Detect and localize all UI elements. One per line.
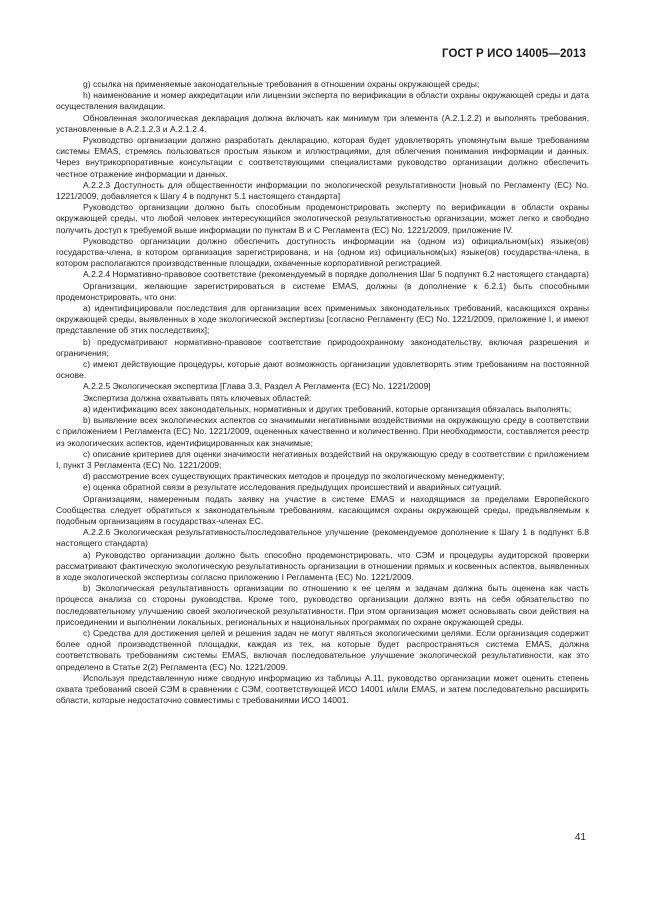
paragraph: с) Средства для достижения целей и решения задач не могут являться экологическими целями. Если организация содержит более одной производственной площадки, каждая из тех, на которые будет распространяться система EMAS, должна соответствовать требованиям системы EMAS, включая последовательное улучшение экологической результативности, как это определено в Статье 2(2) Регламента (ЕС) No. 1221/2009. [56,627,589,672]
document-body [56,79,589,706]
page-number: 41 [574,832,586,843]
paragraph: Руководство организации должно быть способным продемонстрировать эксперту по верификации в области охраны окружающей среды, что любой человек интересующийся экологической результативностью организации, может легко и свободно получить доступ к требуемой выше информации по пунктам В и С Регламента (ЕС) No. 1221/2009, приложение IV. [56,202,589,235]
paragraph: Используя представленную ниже сводную информацию из таблицы А.11, руководство организации может оценить степень охвата требований своей СЭМ в сравнении с СЭМ, соответствующей ИСО 14001 и/или EMAS, и затем последовательно расширить области, которые недостаточно совместимы с требованиями ИСО 14001. [56,672,589,706]
paragraph: с) имеют действующие процедуры, которые дают возможность организации удовлетворять этим требованиям на постоянной основе. [56,359,589,381]
paragraph: Руководство организации должно обеспечить доступность информации на (одном из) официальном(ых) языке(ов) государства-члена, в котором организация зарегистрирована, и на (одном из) официальном(ых) языке(ов) государства-члена, в котором располагаются производственные площадки, охваченные корпоративной регистрацией. [56,235,589,269]
paragraph: Организациям, намеренным подать заявку на участие в системе EMAS и находящимся за пределами Европейского Сообщества следует обратиться к законодательным требованиям, касающимся охраны окружающей среды, предъявляемым к подобным организациям в государствах-членах ЕС. [56,493,589,526]
paragraph: Экспертиза должна охватывать пять ключевых областей: [83,392,312,403]
paragraph: А.2.2.6 Экологическая результативность/последовательное улучшение (рекомендуемое дополнение к Шагу 1 в подпункт 6.8 настоящего стандарта) [56,527,589,549]
paragraph: b) выявление всех экологических аспектов со значимыми негативными воздействиями на окружающую среду в соответствии с приложением I Регламента (ЕС) No. 1221/2009, оцененных качественно и количественно. При необходимости, составляется реестр из экологических аспектов, идентифицированных как значимые; [56,415,590,448]
page-header-title: ГОСТ Р ИСО 14005—2013 [441,48,586,60]
paragraph: А.2.2.3 Доступность для общественности информации по экологической результативности [новый по Регламенту (ЕС) No. 1221/2009, добавляется к Шагу 4 в подпункт 5.1 настоящего стандарта] [56,179,589,202]
paragraph: b) предусматривают нормативно-правовое соответствие природоохранному законодательству, включая разрешения и ограничения; [56,336,589,358]
paragraph: d) рассмотрение всех существующих практических методов и процедур по экологическому менеджменту; [83,471,505,482]
paragraph: е) оценка обратной связи в результате исследования предыдущих происшествий и аварийных ситуаций. [83,482,502,493]
paragraph: с) описание критериев для оценки значимости негативных воздействий на окружающую среду в соответствии с приложением I, пункт 3 Регламента (ЕС) No. 1221/2009; [56,448,589,470]
paragraph: а) Руководство организации должно быть способно продемонстрировать, что СЭМ и процедуры аудиторской проверки рассматривают фактическую экологическую результативность организации в отношении прямых и косвенных аспектов, выявленных в ходе экологической экспертизы согласно приложению I Регламента (ЕС) No. 1221/2009. [56,549,589,582]
paragraph: А.2.2.5 Экологическая экспертиза [Глава 3.3, Раздел А Регламента (ЕС) No. 1221/2009] [83,381,431,392]
paragraph: g) ссылка на применяемые законодательные требования в отношении охраны окружающей среды; [83,79,480,89]
paragraph: а) идентифицировали последствия для организации всех применимых законодательных требований, касающихся охраны окружающей среды, выявленных в ходе экологической экспертизы [согласно Регламенту (ЕС) No. 1221/2009, приложение I, и имеют представление об этих последствиях]; [56,303,589,336]
paragraph: b) Экологическая результативность организации по отношению к ее целям и задачам должна быть оценена как часть процесса анализа со стороны руководства. Кроме того, руководство организации должно взять на себя обязательство по последовательному улучшению своей экологической результативности. При этом организация может основывать свои действия на присоединении и выполнении локальных, региональных и национальных программах по охране окружающей среды. [56,583,589,627]
paragraph: h) наименование и номер аккредитации или лицензии эксперта по верификации в области охраны окружающей среды и дата осуществления валидации. [56,90,589,112]
paragraph: а) идентификацию всех законодательных, нормативных и других требований, которые организация обязалась выполнять; [83,403,572,414]
paragraph: Организации, желающие зарегистрироваться в системе EMAS, должны (в дополнение к 6.2.1) быть способными продемонстрировать, что они: [56,280,589,302]
paragraph: Обновленная экологическая декларация должна включать как минимум три элемента (А.2.1.2.2) и выполнять требования, установленные в А.2.1.2.3 и А.2.1.2.4. [56,112,589,134]
paragraph: А.2.2.4 Нормативно-правовое соответствие (рекомендуемый в порядке дополнения Шаг 5 подпункт 6.2 настоящего стандарта) [83,269,589,280]
paragraph: Руководство организации должно разработать декларацию, которая будет удовлетворять упомянутым выше требованиям системы EMAS, стремясь пользоваться простым языком и иллюстрациями, для облегчения понимания информации и данных. Через внутрикорпоративные консультации с соответствующими специалистами руководство организации должно обеспечить честное отражение информации и данных. [56,135,589,179]
